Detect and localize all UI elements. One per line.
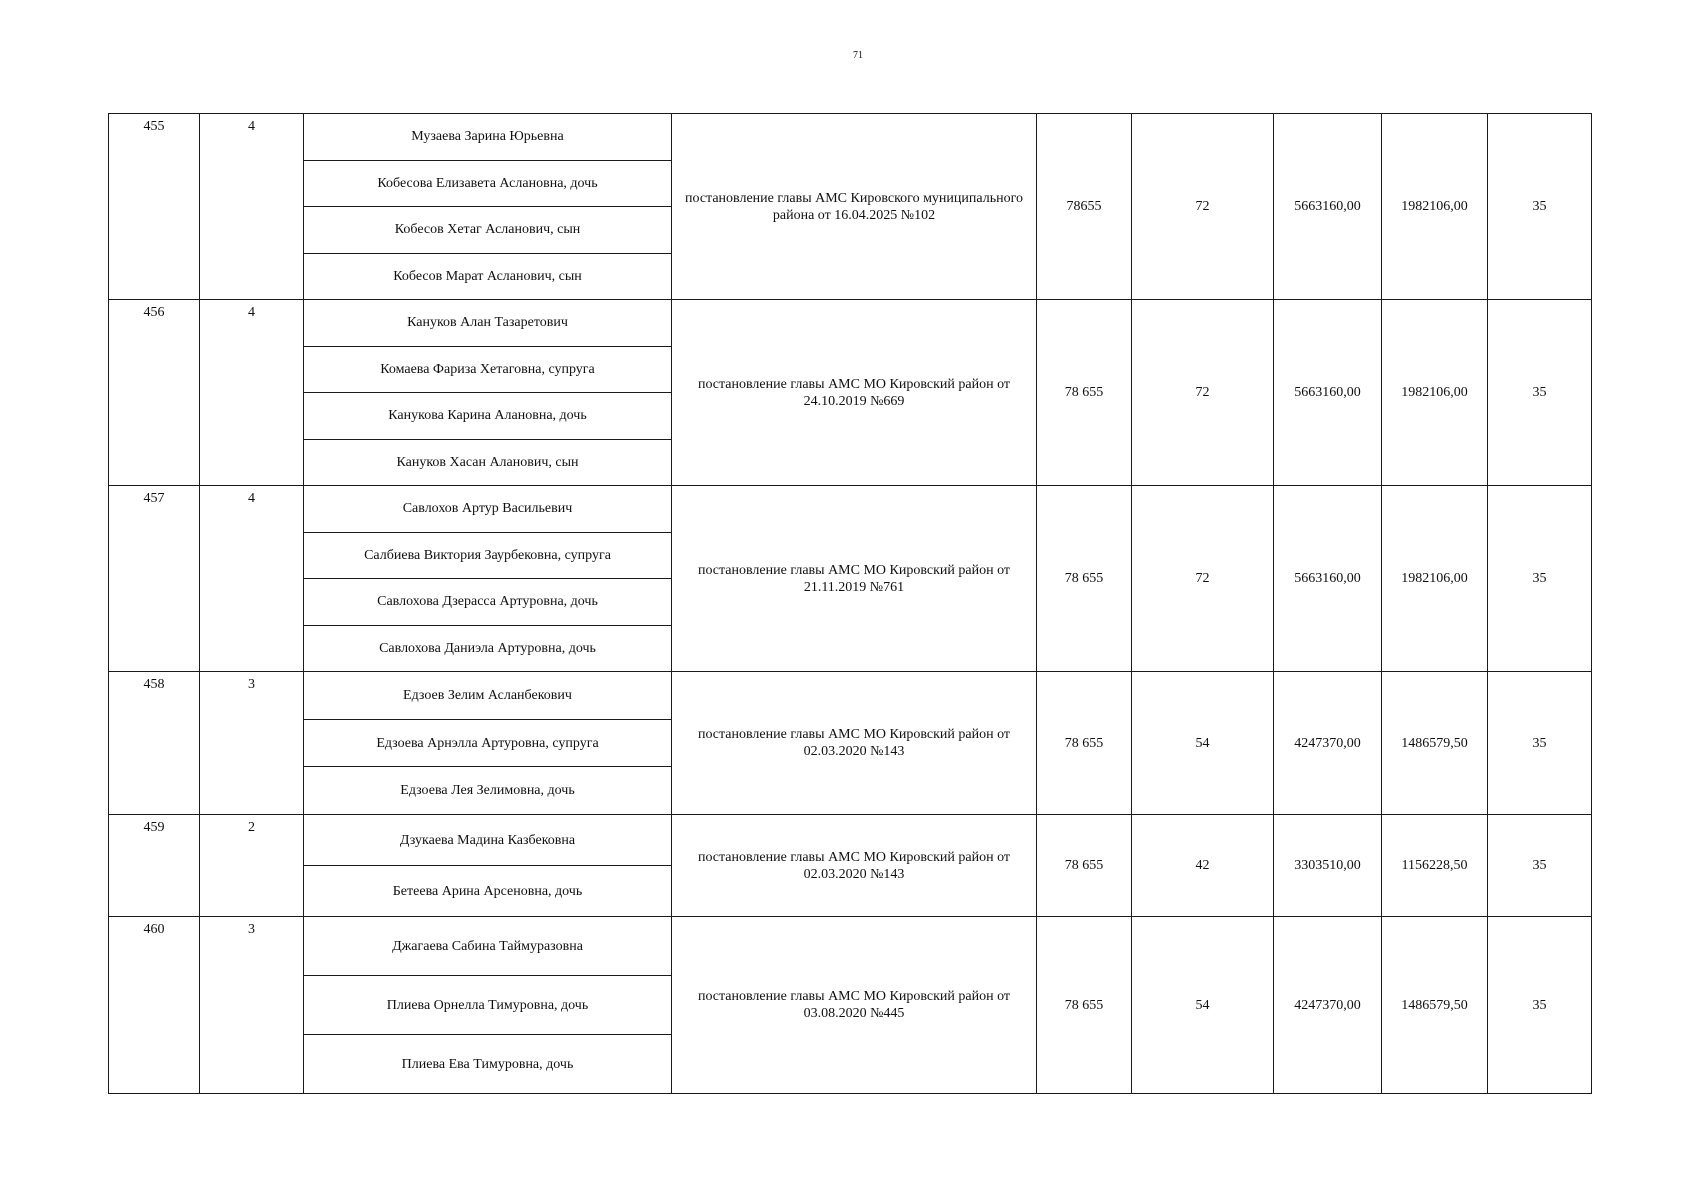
- norm-cost-cell: 78655: [1037, 114, 1132, 299]
- area-cell: 54: [1132, 917, 1274, 1093]
- area-cell: 72: [1132, 300, 1274, 485]
- norm-cost-cell: 78 655: [1037, 300, 1132, 485]
- table-row: [109, 114, 1592, 300]
- decree-cell: постановление главы АМС МО Кировский район от 21.11.2019 №761: [672, 486, 1037, 671]
- family-size-cell: 3: [200, 917, 304, 1093]
- family-members-cell: [304, 672, 672, 814]
- beneficiary-table: [108, 113, 1592, 1094]
- total-cost-cell: 3303510,00: [1274, 815, 1382, 916]
- row-number-cell: 456: [109, 300, 200, 485]
- area-cell: 72: [1132, 486, 1274, 671]
- family-members-cell: [304, 486, 672, 671]
- family-member-name: Едзоева Арнэлла Артуровна, супруга: [304, 720, 671, 768]
- norm-cost-cell: 78 655: [1037, 917, 1132, 1093]
- subsidy-cell: 1156228,50: [1382, 815, 1488, 916]
- total-cost-cell: 4247370,00: [1274, 672, 1382, 814]
- family-member-name: Савлохова Даниэла Артуровна, дочь: [379, 640, 596, 656]
- total-cost-cell: 4247370,00: [1274, 917, 1382, 1093]
- family-member-name: Кануков Алан Тазаретович: [304, 300, 671, 347]
- table-row: [109, 917, 1592, 1094]
- family-size-cell: 4: [200, 114, 304, 299]
- total-cost-cell: 5663160,00: [1274, 300, 1382, 485]
- table-row: [109, 815, 1592, 917]
- area-cell: 54: [1132, 672, 1274, 814]
- family-member-name: Едзоева Лея Зелимовна, дочь: [400, 783, 575, 799]
- total-cost-cell: 5663160,00: [1274, 114, 1382, 299]
- percent-cell: 35: [1488, 486, 1592, 671]
- percent-cell: 35: [1488, 114, 1592, 299]
- family-member-name: Едзоев Зелим Асланбекович: [304, 672, 671, 720]
- subsidy-cell: 1982106,00: [1382, 300, 1488, 485]
- row-number-cell: 457: [109, 486, 200, 671]
- table-row: [109, 300, 1592, 486]
- family-member-name: Савлохова Дзерасса Артуровна, дочь: [304, 579, 671, 626]
- decree-cell: постановление главы АМС Кировского муниципального района от 16.04.2025 №102: [672, 114, 1037, 299]
- decree-cell: постановление главы АМС МО Кировский район от 02.03.2020 №143: [672, 815, 1037, 916]
- row-number-cell: 460: [109, 917, 200, 1093]
- percent-cell: 35: [1488, 672, 1592, 814]
- table-row: [109, 486, 1592, 672]
- family-size-cell: 3: [200, 672, 304, 814]
- family-member-name: Савлохов Артур Васильевич: [304, 486, 671, 533]
- subsidy-cell: 1486579,50: [1382, 672, 1488, 814]
- table-row: [109, 672, 1592, 815]
- decree-cell: постановление главы АМС МО Кировский район от 24.10.2019 №669: [672, 300, 1037, 485]
- norm-cost-cell: 78 655: [1037, 815, 1132, 916]
- row-number-cell: 458: [109, 672, 200, 814]
- subsidy-cell: 1982106,00: [1382, 114, 1488, 299]
- family-members-cell: [304, 815, 672, 916]
- family-member-name: Бетеева Арина Арсеновна, дочь: [392, 883, 583, 899]
- percent-cell: 35: [1488, 917, 1592, 1093]
- area-cell: 72: [1132, 114, 1274, 299]
- family-member-name: Канукова Карина Алановна, дочь: [304, 393, 671, 440]
- percent-cell: 35: [1488, 815, 1592, 916]
- area-cell: 42: [1132, 815, 1274, 916]
- norm-cost-cell: 78 655: [1037, 672, 1132, 814]
- family-size-cell: 4: [200, 300, 304, 485]
- family-member-name: Кобесова Елизавета Аслановна, дочь: [304, 161, 671, 208]
- norm-cost-cell: 78 655: [1037, 486, 1132, 671]
- family-members-cell: [304, 917, 672, 1093]
- family-member-name: Дзукаева Мадина Казбековна: [304, 815, 671, 866]
- family-member-name: Комаева Фариза Хетаговна, супруга: [304, 347, 671, 394]
- row-number-cell: 459: [109, 815, 200, 916]
- family-members-cell: [304, 300, 672, 485]
- family-member-name: Плиева Орнелла Тимуровна, дочь: [304, 976, 671, 1035]
- family-members-cell: [304, 114, 672, 299]
- family-size-cell: 4: [200, 486, 304, 671]
- family-size-cell: 2: [200, 815, 304, 916]
- family-member-name: Кобесов Марат Асланович, сын: [393, 268, 582, 284]
- family-member-name: Салбиева Виктория Заурбековна, супруга: [304, 533, 671, 580]
- decree-cell: постановление главы АМС МО Кировский район от 02.03.2020 №143: [672, 672, 1037, 814]
- subsidy-cell: 1982106,00: [1382, 486, 1488, 671]
- family-member-name: Кануков Хасан Аланович, сын: [396, 454, 579, 470]
- subsidy-cell: 1486579,50: [1382, 917, 1488, 1093]
- decree-cell: постановление главы АМС МО Кировский район от 03.08.2020 №445: [672, 917, 1037, 1093]
- family-member-name: Джагаева Сабина Таймуразовна: [304, 917, 671, 976]
- row-number-cell: 455: [109, 114, 200, 299]
- family-member-name: Плиева Ева Тимуровна, дочь: [401, 1056, 574, 1072]
- page-number: 71: [853, 50, 863, 61]
- family-member-name: Кобесов Хетаг Асланович, сын: [304, 207, 671, 254]
- percent-cell: 35: [1488, 300, 1592, 485]
- total-cost-cell: 5663160,00: [1274, 486, 1382, 671]
- family-member-name: Музаева Зарина Юрьевна: [304, 114, 671, 161]
